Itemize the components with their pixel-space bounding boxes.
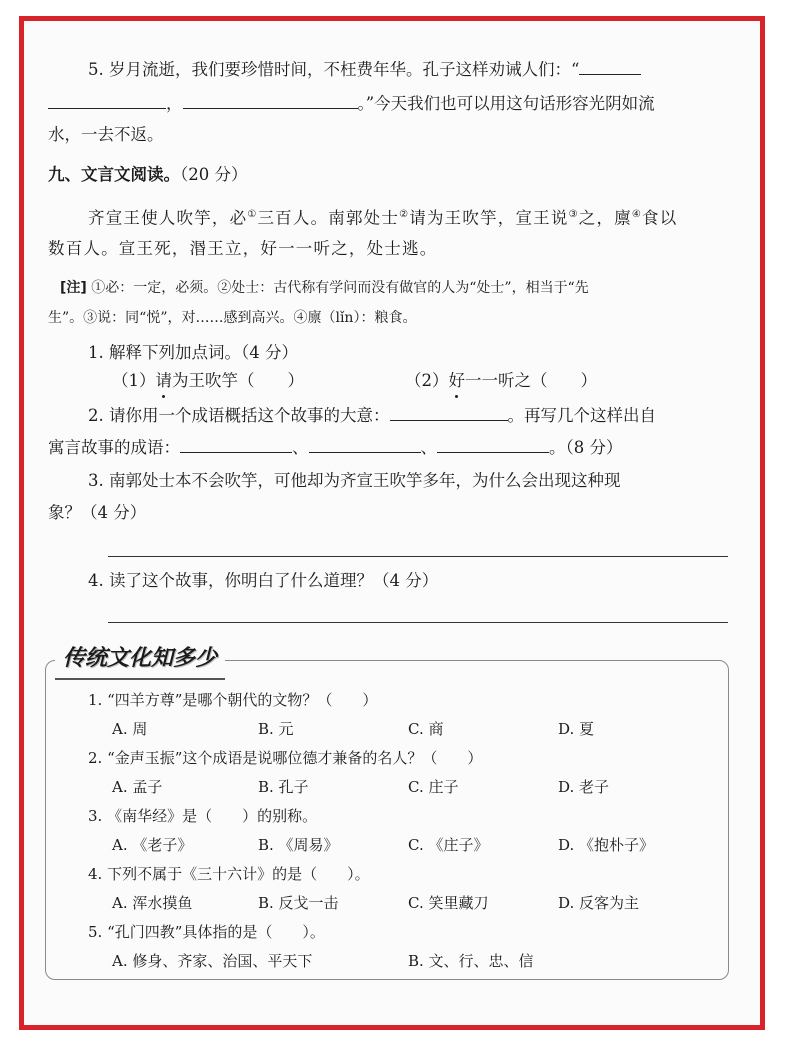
answer-blank[interactable] (390, 404, 508, 421)
q3-line1: 3. 南郭处士本不会吹竽，可他却为齐宣王吹竽多年，为什么会出现这种现 (88, 471, 621, 490)
answer-blank[interactable] (437, 436, 549, 453)
option: D. 老子 (558, 778, 610, 796)
q2-line1: 2. 请你用一个成语概括这个故事的大意： 。再写几个这样出自 (88, 406, 656, 425)
q5-line2: ， 。”今天我们也可以用这句话形容光阴如流 (48, 92, 655, 115)
culture-question: 1. “四羊方尊”是哪个朝代的文物？（ ） (88, 691, 378, 709)
note-line1: [注] ①必：一定，必须。②处士：古代称有学问而没有做官的人为“处士”，相当于“先 (60, 280, 589, 296)
q1-item-a: （1）请为王吹竽（ ） (112, 371, 304, 390)
answer-blank[interactable] (579, 58, 641, 75)
option: B. 孔子 (258, 778, 309, 796)
option: B. 《周易》 (258, 836, 339, 854)
option: C. 笑里藏刀 (408, 894, 489, 912)
q2-line2: 寓言故事的成语： 、 、 。（8 分） (48, 438, 623, 457)
answer-blank[interactable] (180, 436, 292, 453)
culture-question: 4. 下列不属于《三十六计》的是（ ）。 (88, 865, 370, 883)
option: C. 《庄子》 (408, 836, 489, 854)
culture-question: 3. 《南华经》是（ ）的别称。 (88, 807, 318, 825)
section-heading: 九、文言文阅读。（20 分） (48, 165, 248, 184)
q1-item-b: （2）好一一听之（ ） (405, 371, 597, 390)
option: D. 夏 (558, 720, 595, 738)
culture-question: 5. “孔门四教”具体指的是（ ）。 (88, 923, 325, 941)
option: A. 周 (112, 720, 148, 738)
answer-blank[interactable] (48, 92, 166, 109)
option: C. 庄子 (408, 778, 459, 796)
option: C. 商 (408, 720, 444, 738)
option: B. 元 (258, 720, 294, 738)
note-line2: 生”。③说：同“悦”，对……感到高兴。④廪（lǐn）：粮食。 (48, 310, 417, 326)
option: A. 修身、齐家、治国、平天下 (112, 952, 313, 970)
culture-section-title: 传统文化知多少 (55, 640, 225, 680)
answer-line[interactable] (108, 556, 728, 557)
culture-question: 2. “金声玉振”这个成语是说哪位德才兼备的名人？（ ） (88, 749, 483, 767)
option: A. 《老子》 (112, 836, 193, 854)
option: B. 反戈一击 (258, 894, 339, 912)
q3-line2: 象？（4 分） (48, 503, 147, 522)
answer-line[interactable] (108, 622, 728, 623)
option: A. 浑水摸鱼 (112, 894, 193, 912)
q4-prompt: 4. 读了这个故事，你明白了什么道理？（4 分） (88, 571, 439, 590)
q5-line3: 水，一去不返。 (48, 125, 164, 144)
option: D. 反客为主 (558, 894, 640, 912)
option: A. 孟子 (112, 778, 163, 796)
option: B. 文、行、忠、信 (408, 952, 534, 970)
q1-prompt: 1. 解释下列加点词。（4 分） (88, 343, 298, 362)
q5-line1: 5. 岁月流逝，我们要珍惜时间，不枉费年华。孔子这样劝诫人们：“ (88, 58, 641, 81)
classical-passage-line2: 数百人。宣王死，湣王立，好一一听之，处士逃。 (48, 239, 438, 258)
answer-blank[interactable] (183, 92, 358, 109)
answer-blank[interactable] (309, 436, 421, 453)
classical-passage-line1: 齐宣王使人吹竽，必①三百人。南郭处士②请为王吹竽，宣王说③之，廪④食以 (88, 208, 678, 228)
option: D. 《抱朴子》 (558, 836, 655, 854)
